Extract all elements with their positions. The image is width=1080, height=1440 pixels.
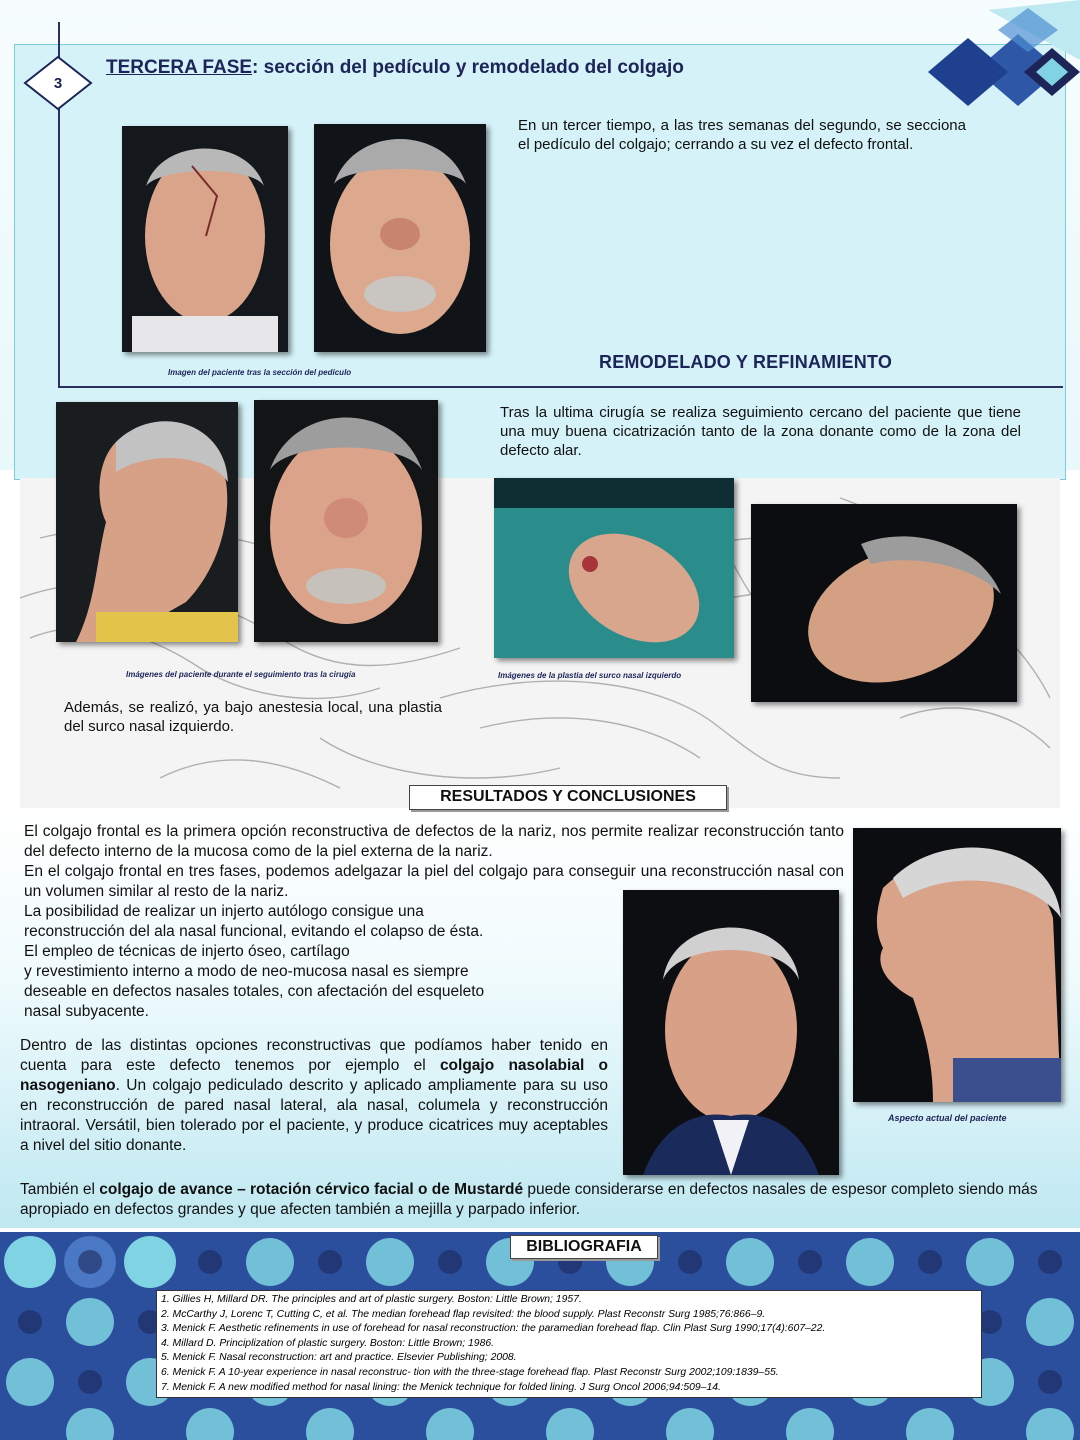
section-number: 3: [53, 74, 63, 92]
photo-plastia-result: [751, 504, 1017, 702]
bibliography-heading: BIBLIOGRAFIA: [510, 1235, 658, 1259]
remodel-heading: REMODELADO Y REFINAMIENTO: [599, 352, 893, 372]
results-heading: RESULTADOS Y CONCLUSIONES: [409, 785, 727, 810]
alternatives-intro: Dentro de las distintas opciones reconstructivas que podíamos haber tenido en cuenta para este defecto tenemos por ejemplo el: [20, 1037, 608, 1074]
mustarde-text: [20, 1180, 1050, 1220]
remodel-text: Tras la ultima cirugía se realiza seguimiento cercano del paciente que tiene una muy buena cicatrización tanto de la zona donante como de la zona del defecto alar.: [500, 404, 1021, 459]
caption-post-pedicle: Imagen del paciente tras la sección del pedículo: [168, 368, 352, 377]
photo-followup-below: [254, 400, 438, 642]
results-line-2: reconstrucción del ala nasal funcional, evitando el colapso de ésta.: [24, 923, 484, 940]
results-line-6: nasal subyacente.: [24, 1003, 149, 1020]
results-line-5: deseable en defectos nasales totales, con afectación del esqueleto: [24, 983, 485, 1000]
section-horizontal-rule: [58, 386, 1063, 388]
reference-item: 3. Menick F. Aesthetic refinements in use of forehead for nasal reconstruction: the paramedian forehead flap. Clin Plast Surg 1990;17(4):607–22.: [161, 1323, 826, 1335]
reference-item: 1. Gillies H, Millard DR. The principles and art of plastic surgery. Boston: Little Brown; 1957.: [161, 1294, 582, 1305]
section-title-rest: : sección del pedículo y remodelado del colgajo: [252, 57, 684, 78]
reference-item: 2. McCarthy J, Lorenc T, Cutting C, et al. The median forehead flap revisited: the blood supply. Plast Reconstr Surg 1985;76:866–9.: [161, 1308, 766, 1320]
alternatives-rest: . Un colgajo pediculado descrito y aplicado ampliamente para su uso en reconstrucción de pared nasal lateral, ala nasal, columela y reconstrucción intraoral. Versátil, bien tolerado por el paciente, y produce cicatrices muy aceptables a nivel del sitio donante.: [20, 1077, 608, 1154]
section-title: [106, 56, 686, 80]
photo-current-profile: [853, 828, 1061, 1102]
plastia-text: Además, se realizó, ya bajo anestesia local, una plastia del surco nasal izquierdo.: [64, 699, 442, 735]
results-line-3: El empleo de técnicas de injerto óseo, cartílago: [24, 943, 350, 960]
alternatives-text: [20, 1036, 608, 1156]
reference-item: 7. Menick F. A new modified method for nasal lining: the Menick technique for folded lining. J Surg Oncol 2006;94:509–14.: [161, 1381, 721, 1393]
photo-post-pedicle-below: [314, 124, 486, 352]
results-line-4: y revestimiento interno a modo de neo-mucosa nasal es siempre: [24, 963, 469, 980]
mustarde-bold: colgajo de avance – rotación cérvico facial o de Mustardé: [99, 1181, 524, 1198]
geometric-logo: [928, 0, 1080, 120]
phase3-text: En un tercer tiempo, a las tres semanas del segundo, se secciona el pedículo del colgajo; cerrando a su vez el defecto frontal.: [518, 117, 966, 153]
photo-followup-profile: [56, 402, 238, 642]
section-title-phase: TERCERA FASE: [106, 57, 253, 78]
results-line-1: La posibilidad de realizar un injerto autólogo consigue una: [24, 903, 424, 920]
caption-plastia: Imágenes de la plastia del surco nasal izquierdo: [498, 671, 682, 680]
bibliography-list: [156, 1290, 982, 1398]
caption-current: Aspecto actual del paciente: [888, 1113, 1007, 1123]
alternatives-bold: colgajo nasolabial o nasogeniano: [20, 1057, 608, 1094]
caption-followup: Imágenes del paciente durante el seguimiento tras la cirugía: [126, 670, 356, 679]
photo-plastia-surgery: [494, 478, 734, 658]
photo-post-pedicle-front: [122, 126, 288, 352]
mustarde-intro: También el: [20, 1181, 100, 1198]
reference-item: 6. Menick F. A 10-year experience in nasal reconstruc- tion with the three-stage forehead flap. Plast Reconstr Surg 2002;109:1839–55.: [161, 1366, 779, 1378]
reference-item: 5. Menick F. Nasal reconstruction: art and practice. Elsevier Publishing; 2008.: [161, 1352, 517, 1364]
reference-item: 4. Millard D. Principlization of plastic surgery. Boston: Little Brown; 1986.: [161, 1337, 495, 1349]
results-paragraph-1: El colgajo frontal es la primera opción reconstructiva de defectos de la nariz, nos permite realizar reconstrucción tanto del defecto interno de la mucosa como de la piel externa de la nariz.: [24, 823, 844, 860]
photo-current-front: [623, 890, 839, 1175]
mustarde-rest: puede considerarse en defectos nasales de espesor completo siendo más apropiado en defectos grandes y que afecten también a mejilla y parpado inferior.: [20, 1181, 1038, 1218]
results-paragraph-2: En el colgajo frontal en tres fases, podemos adelgazar la piel del colgajo para conseguir una reconstrucción nasal con un volumen similar al resto de la nariz.: [24, 863, 844, 900]
